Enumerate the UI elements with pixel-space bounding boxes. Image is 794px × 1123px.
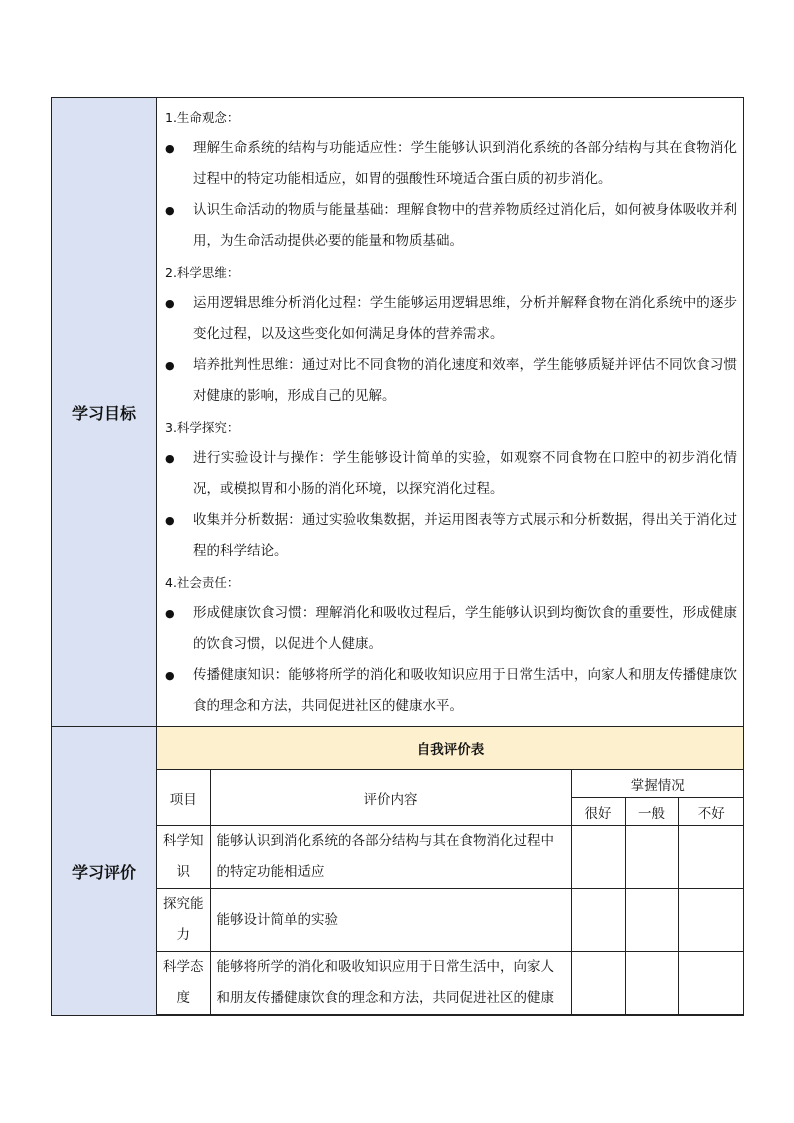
row-item: 科学知识 <box>157 826 210 889</box>
rating-poor-cell[interactable] <box>678 826 744 889</box>
header-level-good: 很好 <box>571 798 625 826</box>
row-item: 探究能力 <box>157 889 210 952</box>
evaluation-label: 学习评价 <box>52 727 157 1016</box>
bullet-dot-icon: ● <box>165 514 175 527</box>
evaluation-title: 自我评价表 <box>157 727 744 770</box>
bullet-dot-icon: ● <box>165 669 175 682</box>
section-heading: 3.科学探究： <box>165 420 240 435</box>
section-heading: 4.社会责任： <box>165 575 240 590</box>
rating-good-cell[interactable] <box>571 889 625 952</box>
goals-content <box>157 98 744 727</box>
bullet-dot-icon: ● <box>165 142 175 155</box>
header-level-fair: 一般 <box>625 798 678 826</box>
bullet-dot-icon: ● <box>165 359 175 372</box>
rating-poor-cell[interactable] <box>678 889 744 952</box>
goal-text: 传播健康知识：能够将所学的消化和吸收知识应用于日常生活中，向家人和朋友传播健康饮食的理念和方法，共同促进社区的健康水平。 <box>193 667 737 714</box>
bullet-dot-icon: ● <box>165 452 175 465</box>
goal-text: 理解生命系统的结构与功能适应性：学生能够认识到消化系统的各部分结构与其在食物消化过程中的特定功能相适应，如胃的强酸性环境适合蛋白质的初步消化。 <box>193 140 737 187</box>
row-content: 能够认识到消化系统的各部分结构与其在食物消化过程中的特定功能相适应 <box>210 826 571 889</box>
goals-label: 学习目标 <box>52 98 157 727</box>
row-content <box>210 952 571 1015</box>
table-row <box>157 889 744 952</box>
rating-good-cell[interactable] <box>571 826 625 889</box>
goal-bullet <box>163 505 737 567</box>
goals-section-2 <box>163 257 737 412</box>
goals-section-4 <box>163 567 737 722</box>
goal-bullet <box>163 350 737 412</box>
table-row <box>157 826 744 889</box>
rating-fair-cell[interactable] <box>625 889 678 952</box>
rating-good-cell[interactable] <box>571 952 625 1015</box>
goals-section-1 <box>163 102 737 257</box>
section-heading: 1.生命观念： <box>165 110 240 125</box>
row-item-text: 科学态度 <box>163 959 204 1006</box>
goal-bullet <box>163 443 737 505</box>
rating-poor-cell[interactable] <box>678 952 744 1015</box>
row-content-text: 能够将所学的消化和吸收知识应用于日常生活中，向家人和朋友传播健康饮食的理念和方法，共同促进社区的健康 <box>216 959 554 1006</box>
rating-fair-cell[interactable] <box>625 826 678 889</box>
goal-bullet <box>163 133 737 195</box>
evaluation-row <box>52 727 744 1016</box>
goal-bullet <box>163 288 737 350</box>
table-row <box>157 952 744 1015</box>
goal-bullet <box>163 660 737 722</box>
bullet-dot-icon: ● <box>165 607 175 620</box>
goal-text: 收集并分析数据：通过实验收集数据，并运用图表等方式展示和分析数据，得出关于消化过程的科学结论。 <box>193 512 737 559</box>
goal-bullet <box>163 195 737 257</box>
header-level-poor: 不好 <box>678 798 744 826</box>
evaluation-content <box>157 727 744 1016</box>
bullet-dot-icon: ● <box>165 297 175 310</box>
self-evaluation-table <box>157 727 744 1015</box>
goal-text: 运用逻辑思维分析消化过程：学生能够运用逻辑思维，分析并解释食物在消化系统中的逐步变化过程，以及这些变化如何满足身体的营养需求。 <box>193 295 737 342</box>
section-heading: 2.科学思维： <box>165 265 240 280</box>
goal-text: 认识生命活动的物质与能量基础：理解食物中的营养物质经过消化后，如何被身体吸收并利用，为生命活动提供必要的能量和物质基础。 <box>193 202 737 249</box>
header-mastery: 掌握情况 <box>571 770 744 798</box>
bullet-dot-icon: ● <box>165 204 175 217</box>
lesson-table <box>51 97 744 1016</box>
header-item: 项目 <box>157 770 210 826</box>
goals-section-3 <box>163 412 737 567</box>
row-content: 能够设计简单的实验 <box>210 889 571 952</box>
header-content: 评价内容 <box>210 770 571 826</box>
goal-text: 形成健康饮食习惯：理解消化和吸收过程后，学生能够认识到均衡饮食的重要性，形成健康的饮食习惯，以促进个人健康。 <box>193 605 737 652</box>
goal-text: 培养批判性思维：通过对比不同食物的消化速度和效率，学生能够质疑并评估不同饮食习惯对健康的影响，形成自己的见解。 <box>193 357 737 404</box>
goals-row <box>52 98 744 727</box>
goal-bullet <box>163 598 737 660</box>
rating-fair-cell[interactable] <box>625 952 678 1015</box>
row-item <box>157 952 210 1015</box>
goal-text: 进行实验设计与操作：学生能够设计简单的实验，如观察不同食物在口腔中的初步消化情况，或模拟胃和小肠的消化环境，以探究消化过程。 <box>193 450 737 497</box>
